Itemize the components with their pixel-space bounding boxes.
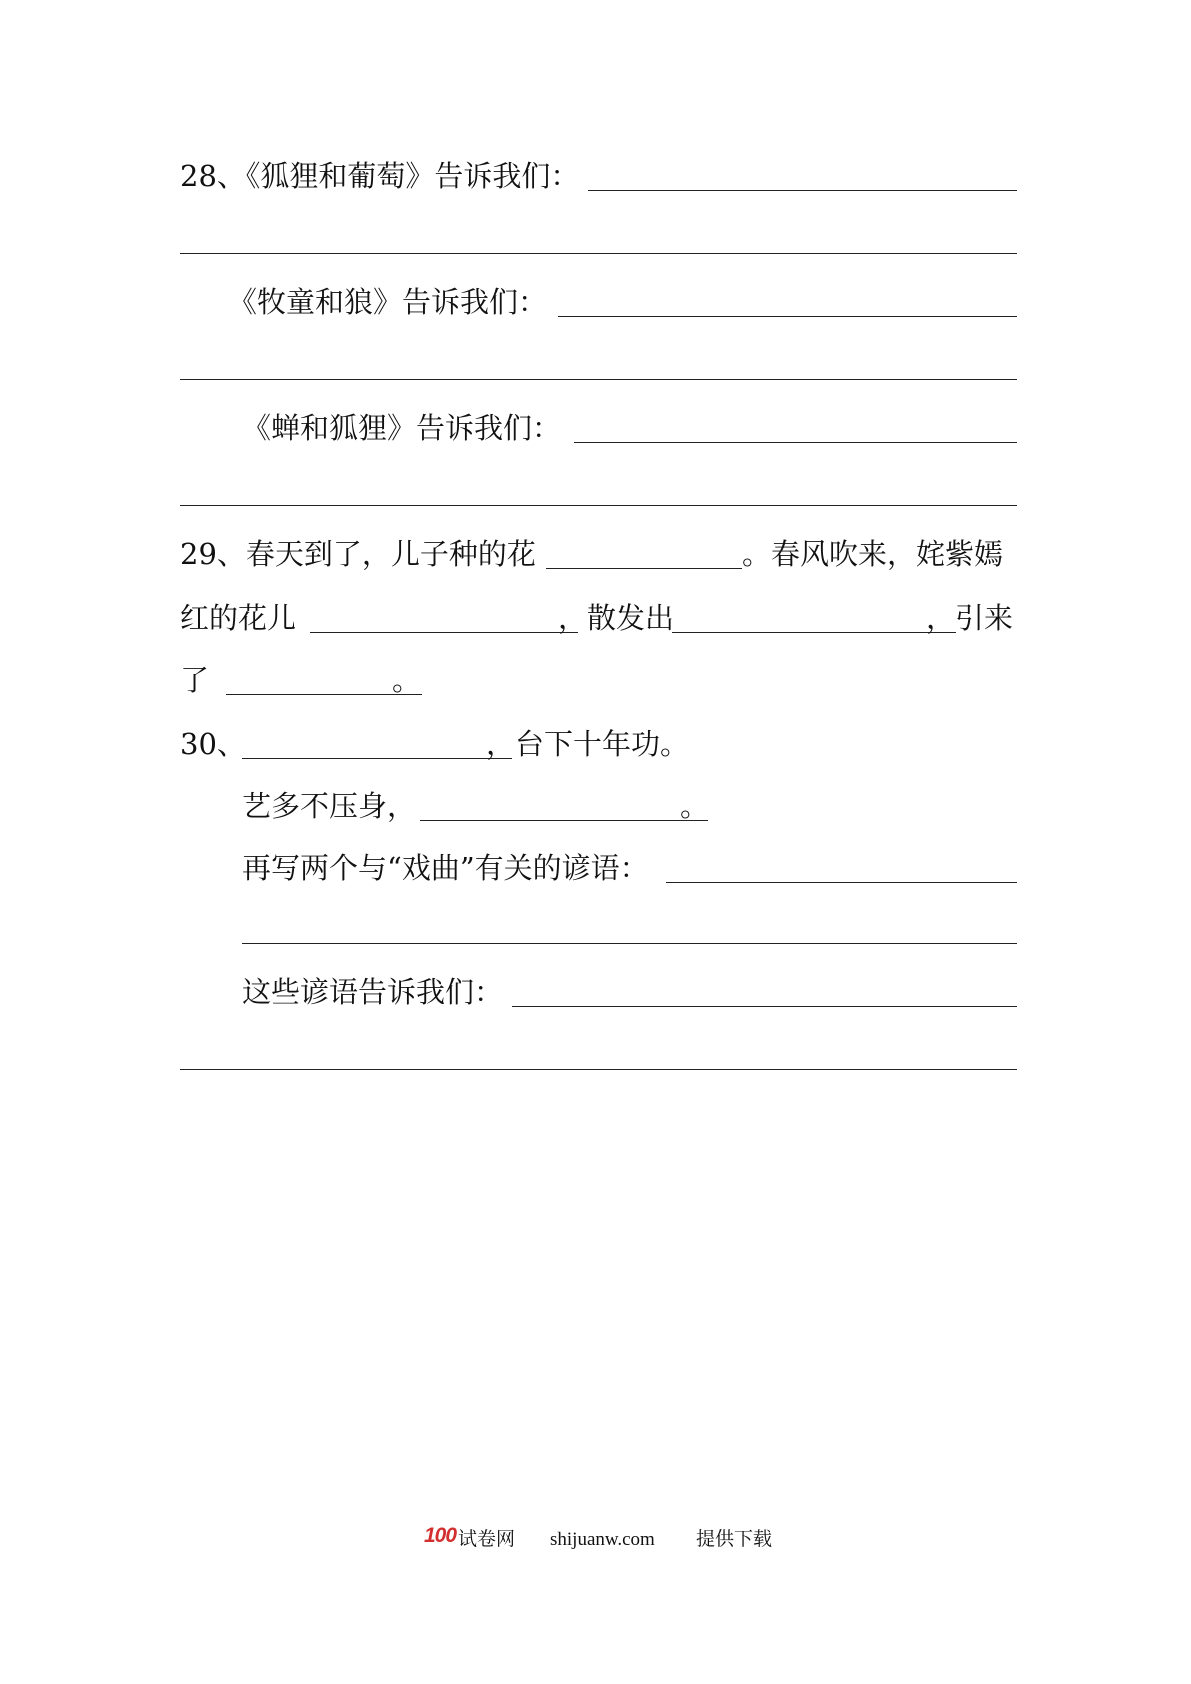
site-logo-number: 100 (424, 1524, 457, 1547)
q28-blank-2[interactable] (180, 253, 1017, 254)
q30-text-b-tail: 。 (680, 789, 710, 823)
q29-blank-1[interactable] (546, 568, 742, 569)
q29-text-c: 红的花儿 (180, 601, 297, 635)
q30-blank-1[interactable] (242, 758, 512, 759)
q29-text-e: ，引来 (926, 601, 1014, 635)
q30-blank-3[interactable] (666, 882, 1017, 883)
q29-text-b: 。春风吹来，姹紫嫣 (742, 537, 1004, 571)
q29-text-g: 。 (392, 663, 422, 697)
q30-text-a-tail: ，台下十年功。 (486, 727, 690, 761)
q30-blank-4[interactable] (242, 943, 1017, 944)
q28-cicada-fox-prompt: 《蝉和狐狸》告诉我们： (242, 411, 562, 445)
q30-number: 30、 (180, 727, 246, 761)
q30-blank-5[interactable] (512, 1006, 1017, 1007)
q29-text-a: 29、春天到了，儿子种的花 (180, 537, 536, 571)
q28-blank-3[interactable] (558, 316, 1017, 317)
q28-fox-grapes-prompt: 28、《狐狸和葡萄》告诉我们： (180, 159, 580, 193)
q28-blank-1[interactable] (588, 190, 1017, 191)
download-tagline: 提供下载 (696, 1529, 773, 1550)
q30-blank-6[interactable] (180, 1069, 1017, 1070)
q30-blank-2[interactable] (420, 820, 708, 821)
q30-text-b: 艺多不压身， (242, 789, 417, 823)
q28-blank-6[interactable] (180, 505, 1017, 506)
q29-text-d: ，散发出 (558, 601, 675, 635)
site-name: 试卷网 (458, 1529, 516, 1550)
q30-proverbs-prompt: 再写两个与“戏曲”有关的谚语： (242, 851, 649, 885)
q29-text-f: 了 (180, 663, 210, 697)
q29-blank-2[interactable] (310, 632, 578, 633)
q29-blank-3[interactable] (672, 632, 956, 633)
q30-meaning-prompt: 这些谚语告诉我们： (242, 975, 504, 1009)
site-domain[interactable]: shijuanw.com (550, 1529, 655, 1550)
q28-blank-5[interactable] (574, 442, 1017, 443)
q28-shepherd-wolf-prompt: 《牧童和狼》告诉我们： (228, 285, 548, 319)
q28-blank-4[interactable] (180, 379, 1017, 380)
